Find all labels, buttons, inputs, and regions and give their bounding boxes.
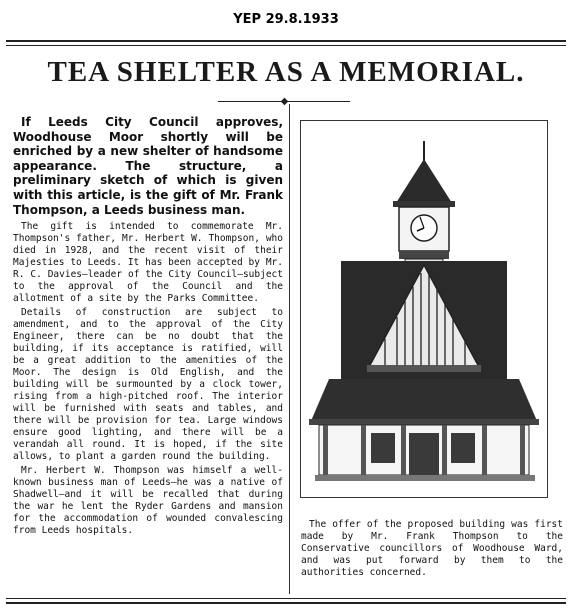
tea-shelter-illustration xyxy=(300,120,548,498)
article-lead: If Leeds City Council approves, Woodhouse Moor shortly will be enriched by a new shelter of handsome appearance. The structure, a preliminary sketch of which is given with this article, is the gift of Mr. Frank Thompson, a Leeds business man. xyxy=(13,115,283,217)
column-divider xyxy=(289,104,290,594)
gable-beam xyxy=(367,365,481,372)
article-paragraph: Details of construction are subject to amendment, and to the approval of the City Engineer, there can be no doubt that the building, if its acceptance is ratified, will be a great addition to the amenities of the Moor. The design is Old English, and the building will be surmounted by a clock tower, rising from a high-pitched roof. The interior will be furnished with seats and tables, and there will be provision for tea. Large windows ensure good lighting, and there will be a verandah all round. It is hoped, if the site allows, to plant a garden round the building. xyxy=(13,307,283,463)
article-paragraph: The gift is intended to commemorate Mr. Thompson's father, Mr. Herbert W. Thompson, who died in 1928, and the recent visit of their Majesties to Leeds. It has been accepted by Mr. R. C. Davies—leader of the City Council—subject to the approval of the Council and the allotment of a site by the Parks Committee. xyxy=(13,221,283,305)
bottom-rule xyxy=(6,598,566,604)
verandah-roof xyxy=(311,379,537,421)
plinth xyxy=(315,475,535,481)
tower-eave xyxy=(393,201,455,207)
shelter-sketch xyxy=(301,121,549,499)
clipping-reference: YEP 29.8.1933 xyxy=(233,12,339,27)
tower-band xyxy=(399,251,449,259)
top-rule xyxy=(6,40,566,46)
divider-ornament-icon: ◆ xyxy=(280,96,289,107)
headline: TEA SHELTER AS A MEMORIAL. xyxy=(47,56,525,88)
verandah-eave xyxy=(309,419,539,425)
article-column xyxy=(13,115,283,539)
figure-caption: The offer of the proposed building was first made by Mr. Frank Thompson to the Conservative councillors of Woodhouse Ward, and was put forward by them to the authorities concerned. xyxy=(301,519,563,578)
tower-cap xyxy=(396,159,452,203)
article-paragraph: Mr. Herbert W. Thompson was himself a well-known business man of Leeds—he was a native of Shadwell—and it will be recalled that during the war he lent the Ryder Gardens and mansion for the accommodation of wounded convalescing from Leeds hospitals. xyxy=(13,465,283,537)
